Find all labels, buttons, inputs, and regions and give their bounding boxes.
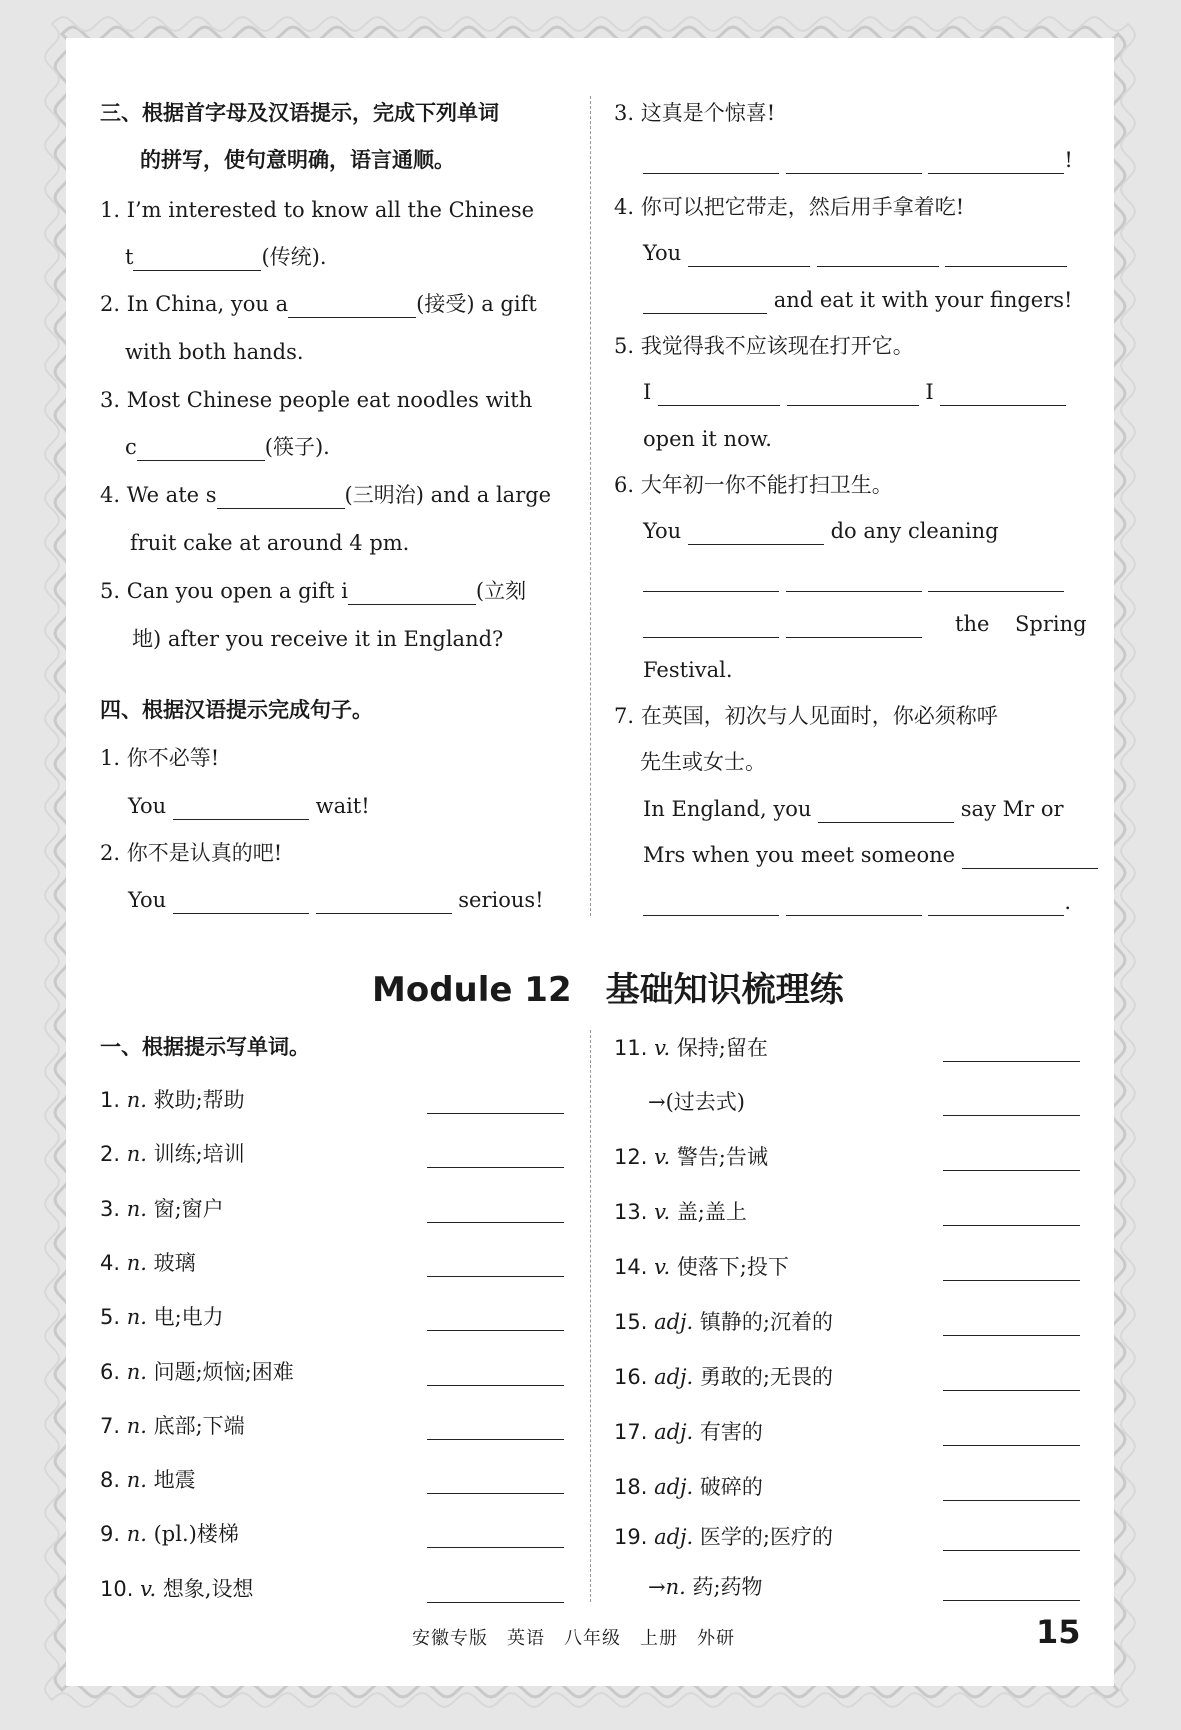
s4-q2-blank-1[interactable] <box>173 891 309 914</box>
vocab-item-number: 4. <box>100 1250 127 1275</box>
s4-q1-blank[interactable] <box>173 797 309 820</box>
s3-q3-line1: 3. Most Chinese people eat noodles with <box>100 388 533 412</box>
s4-q4-blank-2[interactable] <box>817 244 939 267</box>
vocab-answer-blank[interactable] <box>943 1445 1080 1446</box>
s4-q3-english: ! <box>643 146 1073 174</box>
vocab-item-number: 17. <box>614 1420 655 1444</box>
vocab-answer-blank[interactable] <box>427 1330 564 1331</box>
vocab-item <box>100 1412 245 1440</box>
s4-q7-chinese-2: 先生或女士。 <box>640 750 766 774</box>
vocab-item <box>100 1249 196 1277</box>
vocab-item-pos: n. <box>126 1305 154 1330</box>
vocab-answer-blank[interactable] <box>427 1493 564 1494</box>
vocab-item-number: 9. <box>100 1522 127 1547</box>
s4-q7-blank-3[interactable] <box>643 893 779 916</box>
s4-q6-blank-6[interactable] <box>786 615 922 638</box>
vocab-answer-blank[interactable] <box>427 1547 564 1548</box>
vocab-item <box>614 1523 833 1551</box>
vocab-item-hint: 救助;帮助 <box>153 1088 245 1112</box>
column-divider-top <box>590 96 591 916</box>
vocab-item-hint: →(过去式) <box>648 1090 745 1114</box>
module-section1-heading: 一、根据提示写单词。 <box>100 1035 310 1059</box>
vocab-item-hint: 镇静的;沉着的 <box>699 1310 833 1334</box>
vocab-item-hint: 勇敢的;无畏的 <box>699 1365 833 1389</box>
vocab-item-number: 3. <box>100 1196 127 1221</box>
s4-q5-english-2: open it now. <box>643 427 772 451</box>
s4-q6-chinese: 6. 大年初一你不能打扫卫生。 <box>614 473 893 497</box>
vocab-item-number: 8. <box>100 1468 127 1493</box>
vocab-item <box>100 1303 224 1331</box>
vocab-item <box>100 1195 224 1223</box>
vocab-item-pos: adj. <box>654 1420 700 1444</box>
vocab-item-pos: adj. <box>654 1525 700 1549</box>
vocab-item-hint: 盖;盖上 <box>676 1200 747 1224</box>
vocab-item-number: 10. <box>100 1576 141 1601</box>
vocab-answer-blank[interactable] <box>943 1280 1080 1281</box>
vocab-item-number: 7. <box>100 1413 127 1438</box>
s4-q3-chinese: 3. 这真是个惊喜! <box>614 101 776 125</box>
s4-q6-blank-2[interactable] <box>643 569 779 592</box>
s4-q4-blank-3[interactable] <box>945 244 1067 267</box>
s4-q7-english-1: In England, you say Mr or <box>643 797 1064 821</box>
s4-q7-blank-4[interactable] <box>786 893 922 916</box>
s4-q6-blank-4[interactable] <box>928 569 1064 592</box>
s4-q5-blank-2[interactable] <box>787 383 919 406</box>
vocab-answer-blank[interactable] <box>427 1602 564 1603</box>
vocab-item-pos: n. <box>126 1196 154 1221</box>
s4-q6-english-2 <box>643 564 1064 592</box>
vocab-item-hint: 窗;窗户 <box>153 1196 224 1221</box>
vocab-item <box>614 1198 747 1226</box>
vocab-item <box>614 1418 763 1446</box>
vocab-item <box>100 1140 245 1168</box>
s4-q6-english-4: Festival. <box>643 658 733 682</box>
s3-q1-line2: t (传统). <box>125 245 327 269</box>
vocab-answer-blank[interactable] <box>943 1225 1080 1226</box>
vocab-item <box>614 1143 768 1171</box>
vocab-answer-blank[interactable] <box>427 1276 564 1277</box>
vocab-item-pos: n. <box>126 1250 154 1275</box>
vocab-item <box>614 1363 833 1391</box>
vocab-answer-blank[interactable] <box>943 1390 1080 1391</box>
s4-q1-chinese: 1. 你不必等! <box>100 746 220 770</box>
vocab-item-hint: 地震 <box>153 1468 196 1493</box>
vocab-item <box>614 1308 833 1336</box>
s4-q1-english: You wait! <box>128 794 370 818</box>
s4-q5-blank-1[interactable] <box>658 383 780 406</box>
section4-heading: 四、根据汉语提示完成句子。 <box>100 698 373 722</box>
footer-text: 安徽专版 英语 八年级 上册 外研 <box>412 1628 735 1649</box>
vocab-item <box>614 1253 789 1281</box>
s4-q4-english-1: You <box>643 239 1067 267</box>
s4-q7-blank-2[interactable] <box>962 846 1098 869</box>
vocab-item-pos: n. <box>126 1088 154 1112</box>
vocab-answer-blank[interactable] <box>943 1115 1080 1116</box>
s4-q2-blank-2[interactable] <box>316 891 452 914</box>
section3-heading-cont: 的拼写，使句意明确，语言通顺。 <box>140 148 455 172</box>
s3-q3-answer-blank[interactable] <box>137 438 265 461</box>
s3-q3-line2: c (筷子). <box>125 435 330 459</box>
vocab-item <box>648 1088 745 1116</box>
vocab-item-number: 5. <box>100 1305 127 1330</box>
vocab-answer-blank[interactable] <box>427 1439 564 1440</box>
vocab-item-hint: 使落下;投下 <box>676 1255 789 1279</box>
vocab-item-hint: 破碎的 <box>699 1475 763 1499</box>
vocab-item-hint: 药;药物 <box>692 1575 763 1599</box>
s3-q5-answer-blank[interactable] <box>348 582 476 605</box>
s4-q6-english-1: You do any cleaning <box>643 519 999 543</box>
vocab-item-hint: 玻璃 <box>153 1250 196 1275</box>
s4-q5-chinese: 5. 我觉得我不应该现在打开它。 <box>614 334 914 358</box>
vocab-item-pos: v. <box>654 1036 677 1060</box>
vocab-item-number: 12. <box>614 1145 655 1169</box>
vocab-item-hint: (pl.)楼梯 <box>153 1522 239 1547</box>
vocab-item-number: 1. <box>100 1088 127 1112</box>
vocab-item-hint: 想象,设想 <box>162 1576 254 1601</box>
vocab-item-pos: v. <box>654 1200 677 1224</box>
vocab-answer-blank[interactable] <box>427 1113 564 1114</box>
s3-q5-line1: 5. Can you open a gift i (立刻 <box>100 579 527 603</box>
s4-q7-blank-1[interactable] <box>818 800 954 823</box>
vocab-answer-blank[interactable] <box>943 1600 1080 1601</box>
s3-q5-line2: 地) after you receive it in England? <box>132 627 504 651</box>
s4-q3-blank-1[interactable] <box>643 151 779 174</box>
s4-q3-blank-3[interactable] <box>928 151 1064 174</box>
s3-q1-line1: 1. I’m interested to know all the Chinese <box>100 198 535 222</box>
vocab-item-number: 13. <box>614 1200 655 1224</box>
s4-q6-blank-5[interactable] <box>643 615 779 638</box>
s4-q4-blank-4[interactable] <box>643 291 767 314</box>
vocab-item-hint: 警告;告诫 <box>676 1145 768 1169</box>
vocab-item <box>100 1086 245 1114</box>
s4-q4-chinese: 4. 你可以把它带走，然后用手拿着吃! <box>614 195 965 219</box>
vocab-item-pos: →n. <box>648 1575 693 1599</box>
vocab-answer-blank[interactable] <box>943 1061 1080 1062</box>
vocab-item-hint: 底部;下端 <box>153 1413 245 1438</box>
vocab-item-pos: adj. <box>654 1310 700 1334</box>
vocab-item <box>100 1358 294 1386</box>
vocab-item-number: 14. <box>614 1255 655 1279</box>
vocab-item-pos: n. <box>126 1413 154 1438</box>
s3-q4-line1: 4. We ate s (三明治) and a large <box>100 483 552 507</box>
module-title: Module 12 基础知识梳理练 <box>372 970 844 1010</box>
s3-q2-line1: 2. In China, you a (接受) a gift <box>100 292 537 316</box>
vocab-item-number: 2. <box>100 1142 127 1167</box>
vocab-item-hint: 训练;培训 <box>153 1142 245 1167</box>
s4-q4-blank-1[interactable] <box>688 244 810 267</box>
s4-q3-blank-2[interactable] <box>786 151 922 174</box>
s4-q6-blank-3[interactable] <box>786 569 922 592</box>
vocab-item-pos: v. <box>654 1145 677 1169</box>
vocab-item <box>100 1466 196 1494</box>
vocab-item-pos: v. <box>654 1255 677 1279</box>
s4-q4-english-2: and eat it with your fingers! <box>643 286 1072 314</box>
vocab-item-pos: n. <box>126 1522 154 1547</box>
vocab-item-hint: 有害的 <box>699 1420 763 1444</box>
vocab-item <box>614 1473 763 1501</box>
s3-q1-answer-blank[interactable] <box>133 248 261 271</box>
s4-q7-chinese-1: 7. 在英国，初次与人见面时，你必须称呼 <box>614 704 998 728</box>
s4-q7-english-3: . <box>643 888 1071 916</box>
s3-q2-answer-blank[interactable] <box>288 295 416 318</box>
vocab-item-pos: n. <box>126 1142 154 1167</box>
vocab-item-number: 11. <box>614 1036 655 1060</box>
vocab-answer-blank[interactable] <box>427 1167 564 1168</box>
s4-q5-english-1: I I <box>643 378 1066 406</box>
vocab-item-pos: n. <box>126 1359 154 1384</box>
s4-q2-english: You serious! <box>128 888 544 912</box>
vocab-item-hint: 医学的;医疗的 <box>699 1525 833 1549</box>
vocab-answer-blank[interactable] <box>943 1500 1080 1501</box>
vocab-item <box>614 1034 768 1062</box>
s3-q4-line2: fruit cake at around 4 pm. <box>130 531 410 555</box>
vocab-answer-blank[interactable] <box>943 1170 1080 1171</box>
vocab-item-number: 15. <box>614 1310 655 1334</box>
vocab-item-pos: adj. <box>654 1475 700 1499</box>
column-divider-bottom <box>590 1030 591 1602</box>
s3-q2-line2: with both hands. <box>125 340 304 364</box>
section3-heading: 三、根据首字母及汉语提示，完成下列单词 <box>100 101 499 125</box>
vocab-item <box>100 1575 254 1603</box>
vocab-item-hint: 问题;烦恼;困难 <box>153 1359 294 1384</box>
vocab-item-hint: 电;电力 <box>153 1305 224 1330</box>
vocab-item-number: 6. <box>100 1359 127 1384</box>
s4-q5-blank-3[interactable] <box>940 383 1066 406</box>
vocab-answer-blank[interactable] <box>427 1385 564 1386</box>
s4-q6-blank-1[interactable] <box>688 522 824 545</box>
vocab-item-pos: adj. <box>654 1365 700 1389</box>
vocab-item <box>100 1520 239 1548</box>
vocab-item <box>648 1573 763 1601</box>
s3-q4-answer-blank[interactable] <box>217 486 345 509</box>
vocab-answer-blank[interactable] <box>943 1335 1080 1336</box>
vocab-answer-blank[interactable] <box>427 1222 564 1223</box>
vocab-item-number: 18. <box>614 1475 655 1499</box>
s4-q6-english-3: the Spring <box>643 610 1081 638</box>
s4-q7-english-2: Mrs when you meet someone <box>643 841 1098 869</box>
vocab-item-number: 16. <box>614 1365 655 1389</box>
s4-q7-blank-5[interactable] <box>928 893 1064 916</box>
vocab-item-pos: n. <box>126 1468 154 1493</box>
vocab-answer-blank[interactable] <box>943 1550 1080 1551</box>
page-number: 15 <box>1036 1613 1081 1651</box>
s4-q2-chinese: 2. 你不是认真的吧! <box>100 841 283 865</box>
vocab-item-hint: 保持;留在 <box>676 1036 768 1060</box>
vocab-item-pos: v. <box>140 1576 163 1601</box>
vocab-item-number: 19. <box>614 1525 655 1549</box>
